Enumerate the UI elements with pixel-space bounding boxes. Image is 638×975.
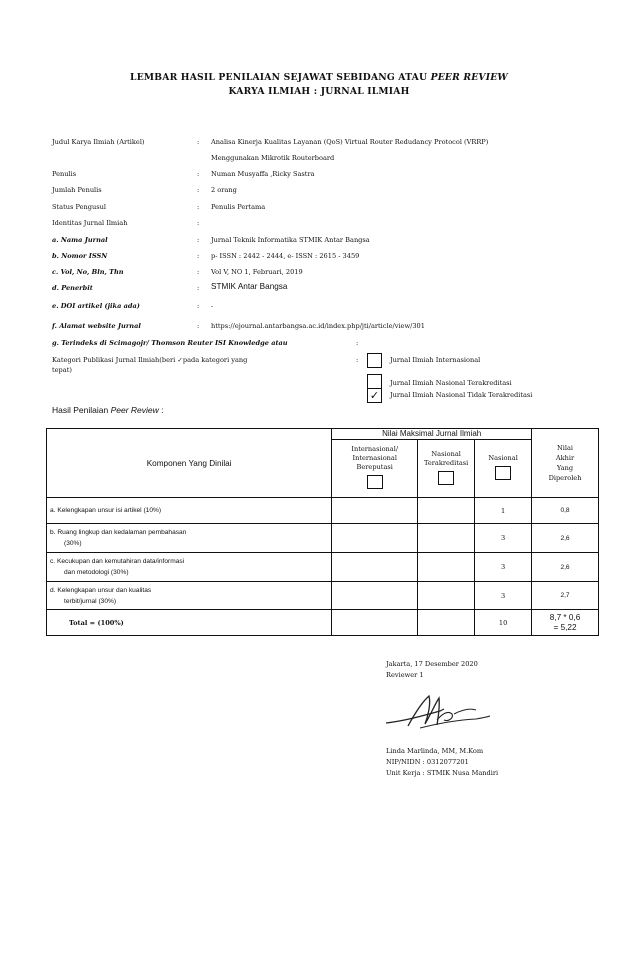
col-nasional-terakreditasi-header: Nasional Terakreditasi [418, 440, 475, 498]
colon: : [356, 356, 359, 364]
kategori-option-internasional: Jurnal Ilmiah Internasional [390, 356, 481, 364]
penulis-label: Penulis [52, 170, 77, 178]
nasional-score: 3 [475, 582, 532, 610]
criterion-cell: b. Ruang lingkup dan kedalaman pembahasan (30%) [47, 524, 332, 553]
nasional-checkbox[interactable] [495, 466, 511, 480]
colon: : [197, 302, 200, 310]
final-score: 0,8 [532, 498, 599, 524]
colon: : [197, 322, 200, 330]
col-internasional-header: Internasional/ Internasional Bereputasi [332, 440, 418, 498]
final-score: 2,6 [532, 553, 599, 582]
status-pengusul-value: Penulis Pertama [211, 203, 266, 211]
colon: : [197, 203, 200, 211]
nasional-score: 1 [475, 498, 532, 524]
total-row [47, 610, 599, 636]
vol-label: c. Vol, No, Bln, Thn [52, 268, 124, 276]
colon: : [197, 268, 200, 276]
place-date: Jakarta, 17 Desember 2020 [386, 660, 478, 668]
colon: : [356, 339, 359, 347]
kategori-checkbox-terakreditasi[interactable] [367, 374, 382, 389]
nama-jurnal-label: a. Nama Jurnal [52, 236, 108, 244]
penerbit-label: d. Penerbit [52, 284, 93, 292]
reviewer-nip: NIP/NIDN : 0312077201 [386, 758, 469, 766]
empty-cell [332, 524, 418, 553]
identitas-jurnal-label: Identitas Jurnal Ilmiah [52, 219, 128, 227]
kategori-checkbox-tidak-terakreditasi[interactable] [367, 388, 382, 403]
empty-cell [332, 610, 418, 636]
kategori-checkbox-internasional[interactable] [367, 353, 382, 368]
doi-value: - [211, 302, 214, 310]
colon: : [197, 219, 200, 227]
table-row [47, 582, 599, 610]
total-final-score: 8,7 * 0,6 = 5,22 [532, 610, 599, 636]
judul-value-1: Analisa Kinerja Kualitas Layanan (QoS) Virtual Router Redudancy Protocol (VRRP) [211, 138, 489, 146]
criterion-cell: c. Kecukupan dan kemutahiran data/informasi dan metodologi (30%) [47, 553, 332, 582]
alamat-website-value: https://ejournal.antarbangsa.ac.id/index.php/jti/article/view/301 [211, 322, 425, 330]
nama-jurnal-value: Jurnal Teknik Informatika STMIK Antar Bangsa [211, 236, 370, 244]
empty-cell [418, 582, 475, 610]
alamat-website-label: f. Alamat website Jurnal [52, 322, 141, 330]
empty-cell [332, 553, 418, 582]
criterion-cell: d. Kelengkapan unsur dan kualitas terbit/jurnal (30%) [47, 582, 332, 610]
doi-label: e. DOI artikel (jika ada) [52, 302, 140, 310]
colon: : [197, 186, 200, 194]
jumlah-penulis-value: 2 orang [211, 186, 237, 194]
reviewer-label: Reviewer 1 [386, 671, 424, 679]
colon: : [197, 170, 200, 178]
penerbit-value: STMIK Antar Bangsa [211, 282, 288, 291]
document-title-line-2: KARYA ILMIAH : JURNAL ILMIAH [228, 86, 410, 97]
empty-cell [332, 582, 418, 610]
reviewer-name: Linda Marlinda, MM, M.Kom [386, 747, 484, 755]
nilai-maksimal-header: Nilai Maksimal Jurnal Ilmiah [332, 429, 532, 440]
colon: : [197, 252, 200, 260]
nasional-terakreditasi-checkbox[interactable] [438, 471, 454, 485]
kategori-option-terakreditasi: Jurnal Ilmiah Nasional Terakreditasi [390, 379, 512, 387]
nilai-akhir-header: Nilai Akhir Yang Diperoleh [532, 429, 599, 498]
judul-value-2: Menggunakan Mikrotik Routerboard [211, 154, 335, 162]
hasil-penilaian-heading: Hasil Penilaian Peer Review : [52, 405, 164, 415]
colon: : [197, 138, 200, 146]
reviewer-unit: Unit Kerja : STMIK Nusa Mandiri [386, 769, 499, 777]
empty-cell [418, 498, 475, 524]
empty-cell [418, 610, 475, 636]
table-row [47, 524, 599, 553]
terindeks-label: g. Terindeks di Scimagojr/ Thomson Reuter ISI Knowledge atau [52, 339, 288, 347]
colon: : [197, 236, 200, 244]
final-score: 2,6 [532, 524, 599, 553]
colon: : [197, 284, 200, 292]
internasional-checkbox[interactable] [367, 475, 383, 489]
review-table [46, 428, 599, 636]
final-score: 2,7 [532, 582, 599, 610]
total-nasional-score: 10 [475, 610, 532, 636]
total-label: Total = (100%) [47, 610, 332, 636]
komponen-header: Komponen Yang Dinilai [47, 429, 332, 498]
table-row [47, 498, 599, 524]
nasional-score: 3 [475, 524, 532, 553]
jumlah-penulis-label: Jumlah Penulis [52, 186, 102, 194]
empty-cell [418, 553, 475, 582]
document-title-line-1: LEMBAR HASIL PENILAIAN SEJAWAT SEBIDANG ATAU PEER REVIEW [130, 72, 508, 83]
vol-value: Vol V, NO 1, Februari, 2019 [211, 268, 303, 276]
col-nasional-header: Nasional [475, 440, 532, 498]
penulis-value: Numan Musyaffa ,Ricky Sastra [211, 170, 315, 178]
issn-label: b. Nomor ISSN [52, 252, 108, 260]
status-pengusul-label: Status Pengusul [52, 203, 106, 211]
empty-cell [332, 498, 418, 524]
kategori-option-tidak-terakreditasi: Jurnal Ilmiah Nasional Tidak Terakreditasi [390, 391, 533, 399]
signature-image [384, 690, 496, 734]
kategori-label-1: Kategori Publikasi Jurnal Ilmiah(beri ✓pada kategori yang [52, 356, 248, 364]
judul-label: Judul Karya Ilmiah (Artikel) [52, 138, 145, 146]
issn-value: p- ISSN : 2442 - 2444, e- ISSN : 2615 - 3459 [211, 252, 360, 260]
table-row [47, 553, 599, 582]
criterion-cell: a. Kelengkapan unsur isi artikel (10%) [47, 498, 332, 524]
kategori-label-2: tepat) [52, 366, 72, 374]
nasional-score: 3 [475, 553, 532, 582]
empty-cell [418, 524, 475, 553]
check-icon: ✓ [369, 389, 380, 402]
